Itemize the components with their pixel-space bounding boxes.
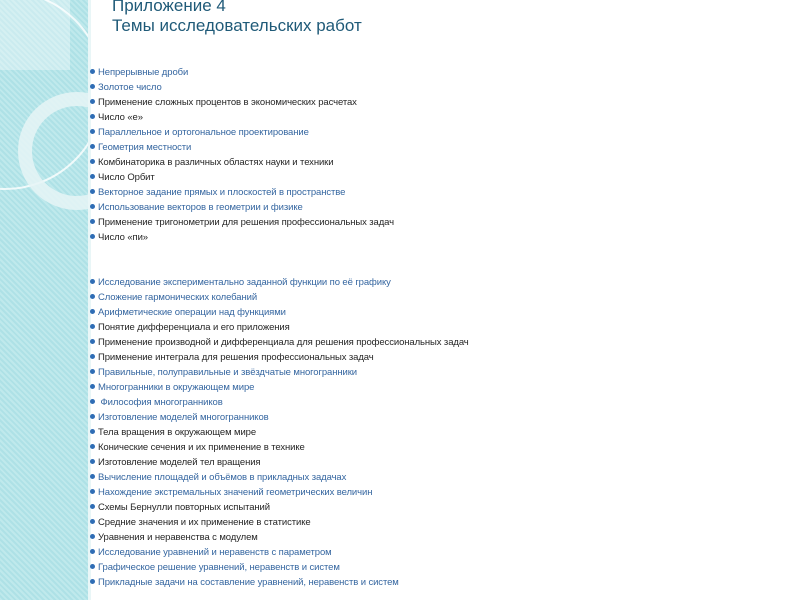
bullet-icon (90, 519, 95, 524)
list-item (90, 95, 394, 110)
title-line-1: Приложение 4 (112, 0, 226, 15)
list-item-text: Прикладные задачи на составление уравнений, неравенств и систем (98, 577, 399, 588)
list-item (90, 305, 469, 320)
list-item (90, 200, 394, 215)
bullet-icon (90, 339, 95, 344)
list-item (90, 425, 469, 440)
bullet-icon (90, 384, 95, 389)
bullet-icon (90, 174, 95, 179)
list-item (90, 230, 394, 245)
list-item-text: Изготовление моделей многогранников (98, 412, 269, 423)
bullet-icon (90, 234, 95, 239)
bullet-icon (90, 549, 95, 554)
bullet-icon (90, 219, 95, 224)
bullet-icon (90, 399, 95, 404)
list-item-text: Применение интеграла для решения профессиональных задач (98, 352, 374, 363)
list-item (90, 410, 469, 425)
list-item (90, 275, 469, 290)
list-item-text: Комбинаторика в различных областях науки и техники (98, 157, 334, 168)
list-item-text: Исследование экспериментально заданной функции по её графику (98, 277, 391, 288)
bullet-icon (90, 294, 95, 299)
list-item (90, 455, 469, 470)
title-line-2: Темы исследовательских работ (112, 16, 362, 35)
bullet-icon (90, 354, 95, 359)
list-item-text: Вычисление площадей и объёмов в прикладных задачах (98, 472, 347, 483)
list-item-text: Изготовление моделей тел вращения (98, 457, 261, 468)
list-item-text: Философия многогранников (98, 397, 223, 408)
list-item-text: Векторное задание прямых и плоскостей в пространстве (98, 187, 346, 198)
list-item-text: Конические сечения и их применение в технике (98, 442, 305, 453)
list-item (90, 395, 469, 410)
decorative-side-panel (0, 0, 88, 600)
bullet-icon (90, 414, 95, 419)
bullet-icon (90, 99, 95, 104)
list-item-text: Многогранники в окружающем мире (98, 382, 255, 393)
list-item (90, 185, 394, 200)
bullet-icon (90, 369, 95, 374)
bullet-icon (90, 279, 95, 284)
bullet-icon (90, 114, 95, 119)
list-item (90, 485, 469, 500)
list-item-text: Нахождение экстремальных значений геометрических величин (98, 487, 373, 498)
bullet-icon (90, 579, 95, 584)
topics-list-1 (90, 65, 394, 245)
list-item (90, 215, 394, 230)
list-item (90, 560, 469, 575)
bullet-icon (90, 129, 95, 134)
bullet-icon (90, 309, 95, 314)
list-item (90, 155, 394, 170)
list-item (90, 110, 394, 125)
list-item-text: Исследование уравнений и неравенств с параметром (98, 547, 332, 558)
list-item-text: Геометрия местности (98, 142, 192, 153)
bullet-icon (90, 459, 95, 464)
bullet-icon (90, 534, 95, 539)
list-item-text: Средние значения и их применение в статистике (98, 517, 311, 528)
list-item (90, 335, 469, 350)
list-item (90, 500, 469, 515)
list-item (90, 380, 469, 395)
list-item (90, 515, 469, 530)
list-item-text: Число «пи» (98, 232, 148, 243)
list-item-text: Число Орбит (98, 172, 155, 183)
list-item-text: Число «е» (98, 112, 143, 123)
bullet-icon (90, 144, 95, 149)
list-item (90, 575, 469, 590)
list-item (90, 470, 469, 485)
list-item-text: Использование векторов в геометрии и физике (98, 202, 303, 213)
list-item-text: Применение тригонометрии для решения профессиональных задач (98, 217, 395, 228)
list-item (90, 290, 469, 305)
bullet-icon (90, 504, 95, 509)
list-item (90, 530, 469, 545)
list-item (90, 320, 469, 335)
list-item-text: Тела вращения в окружающем мире (98, 427, 257, 438)
list-item-text: Непрерывные дроби (98, 67, 189, 78)
list-item (90, 65, 394, 80)
list-item-text: Понятие дифференциала и его приложения (98, 322, 290, 333)
bullet-icon (90, 69, 95, 74)
list-item-text: Графическое решение уравнений, неравенств и систем (98, 562, 340, 573)
bullet-icon (90, 324, 95, 329)
bullet-icon (90, 444, 95, 449)
list-item (90, 80, 394, 95)
bullet-icon (90, 474, 95, 479)
list-item (90, 440, 469, 455)
list-item (90, 365, 469, 380)
list-item (90, 350, 469, 365)
bullet-icon (90, 189, 95, 194)
list-item-text: Параллельное и ортогональное проектирование (98, 127, 309, 138)
list-item-text: Применение сложных процентов в экономических расчетах (98, 97, 357, 108)
bullet-icon (90, 489, 95, 494)
list-item-text: Правильные, полуправильные и звёздчатые многогранники (98, 367, 357, 378)
bullet-icon (90, 564, 95, 569)
list-item (90, 170, 394, 185)
list-item-text: Золотое число (98, 82, 162, 93)
bullet-icon (90, 159, 95, 164)
page-title (112, 0, 362, 36)
bullet-icon (90, 204, 95, 209)
list-item (90, 545, 469, 560)
list-item (90, 125, 394, 140)
list-item-text: Применение производной и дифференциала для решения профессиональных задач (98, 337, 469, 348)
topics-list-2 (90, 275, 469, 590)
list-item (90, 140, 394, 155)
list-item-text: Схемы Бернулли повторных испытаний (98, 502, 270, 513)
bullet-icon (90, 429, 95, 434)
list-item-text: Сложение гармонических колебаний (98, 292, 258, 303)
list-item-text: Уравнения и неравенства с модулем (98, 532, 258, 543)
list-item-text: Арифметические операции над функциями (98, 307, 286, 318)
bullet-icon (90, 84, 95, 89)
